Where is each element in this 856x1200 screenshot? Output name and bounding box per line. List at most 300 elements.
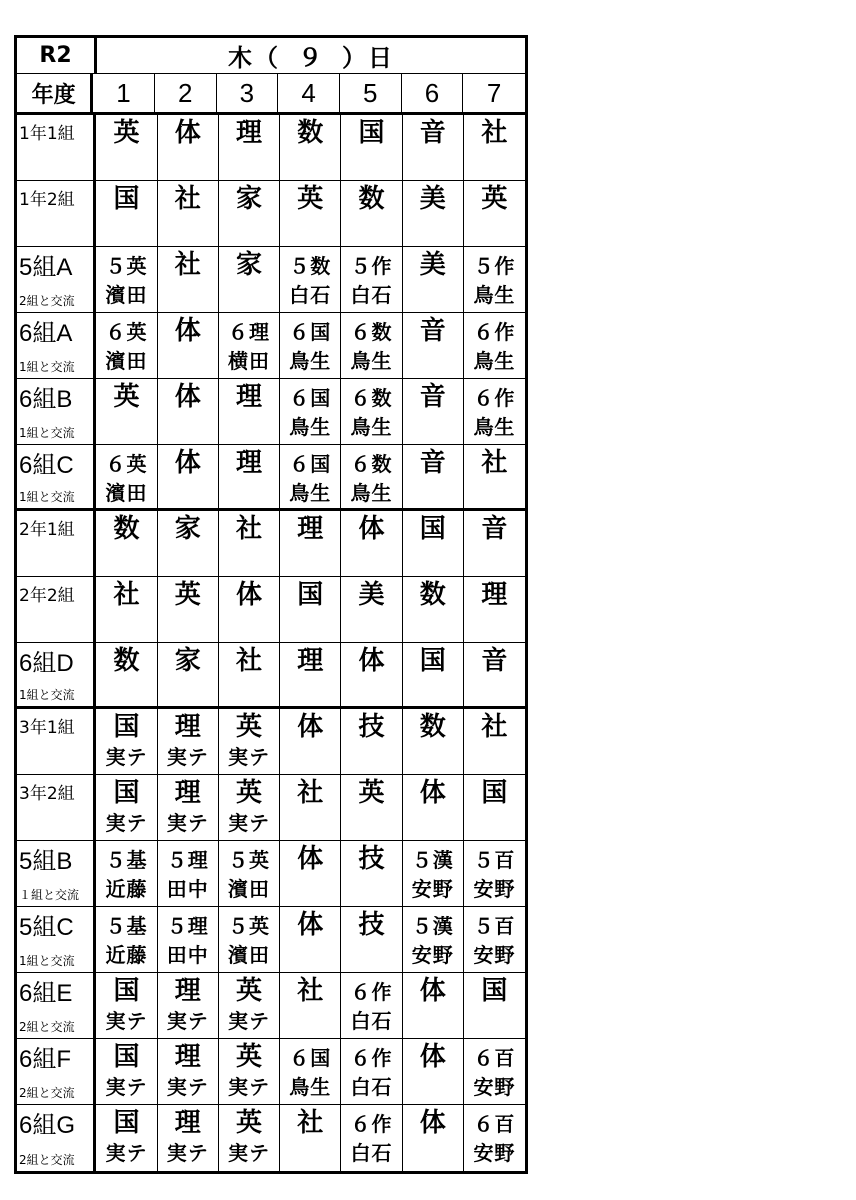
lesson-cell bbox=[158, 841, 219, 906]
lesson-cell bbox=[280, 709, 341, 774]
date-day: 木 bbox=[228, 44, 254, 72]
lesson-cell bbox=[219, 841, 280, 906]
class-cell bbox=[17, 379, 96, 444]
lesson-cell bbox=[341, 709, 402, 774]
class-cell bbox=[17, 1105, 96, 1171]
subject-label: ６百 bbox=[473, 1046, 516, 1070]
class-cell bbox=[17, 775, 96, 840]
subject-label: ６国 bbox=[289, 320, 332, 344]
lesson-cell bbox=[403, 379, 464, 444]
subject-label: ５漢 bbox=[411, 848, 454, 872]
lesson-cell bbox=[219, 445, 280, 508]
subject-label: 理 bbox=[236, 118, 263, 148]
subject-label: 国 bbox=[113, 1108, 140, 1138]
lesson-cell bbox=[96, 775, 157, 840]
subject-label: 体 bbox=[358, 514, 385, 544]
class-cell bbox=[17, 907, 96, 972]
lesson-cell bbox=[158, 1105, 219, 1171]
lesson-cell bbox=[280, 511, 341, 576]
class-name: 1年1組 bbox=[19, 124, 75, 144]
class-name: 5組C bbox=[19, 914, 74, 941]
subject-label: 音 bbox=[481, 646, 508, 676]
table-row bbox=[17, 1105, 525, 1171]
subject-label: 家 bbox=[174, 646, 201, 676]
teacher-label: 田中 bbox=[166, 943, 209, 967]
table-row bbox=[17, 709, 525, 775]
subject-label: 数 bbox=[113, 514, 140, 544]
lesson-cell bbox=[403, 973, 464, 1038]
subject-label: 理 bbox=[236, 382, 263, 412]
teacher-label: 実テ bbox=[105, 1141, 148, 1165]
teacher-label: 実テ bbox=[105, 1009, 148, 1033]
subject-label: 数 bbox=[419, 712, 446, 742]
subject-label: 国 bbox=[113, 712, 140, 742]
lesson-cell bbox=[158, 907, 219, 972]
subject-label: 社 bbox=[297, 778, 324, 808]
lesson-cell bbox=[158, 775, 219, 840]
subject-label: 体 bbox=[174, 316, 201, 346]
subject-label: ６国 bbox=[289, 452, 332, 476]
lesson-cell bbox=[464, 907, 525, 972]
lesson-cell bbox=[96, 841, 157, 906]
subject-label: 社 bbox=[174, 250, 201, 280]
subject-label: 社 bbox=[481, 712, 508, 742]
header-row-periods bbox=[17, 74, 525, 115]
subject-label: 英 bbox=[236, 1042, 263, 1072]
subject-label: 技 bbox=[358, 844, 385, 874]
teacher-label: 実テ bbox=[105, 811, 148, 835]
subject-label: 理 bbox=[174, 712, 201, 742]
lesson-cell bbox=[464, 709, 525, 774]
period-header: 1 bbox=[93, 74, 155, 112]
subject-label: 英 bbox=[113, 118, 140, 148]
lesson-cell bbox=[341, 511, 402, 576]
subject-label: 国 bbox=[481, 778, 508, 808]
lesson-cell bbox=[158, 181, 219, 246]
lesson-cell bbox=[158, 709, 219, 774]
subject-label: 国 bbox=[113, 778, 140, 808]
subject-label: ６百 bbox=[473, 1112, 516, 1136]
subject-label: 英 bbox=[297, 184, 324, 214]
lesson-cell bbox=[158, 1039, 219, 1104]
lesson-cell bbox=[158, 973, 219, 1038]
date-num: ９ bbox=[298, 44, 324, 72]
teacher-label: 実テ bbox=[228, 1075, 270, 1099]
table-row bbox=[17, 379, 525, 445]
subject-label: ６作 bbox=[473, 320, 516, 344]
period-header: 7 bbox=[486, 77, 502, 108]
subject-label: ６作 bbox=[350, 1112, 393, 1136]
class-name: 6組G bbox=[19, 1112, 76, 1139]
lesson-cell bbox=[403, 181, 464, 246]
subject-label: ６理 bbox=[228, 320, 270, 344]
lesson-cell bbox=[96, 643, 157, 706]
subject-label: ６国 bbox=[289, 1046, 332, 1070]
lesson-cell bbox=[219, 907, 280, 972]
subject-label: 理 bbox=[297, 514, 324, 544]
subject-label: 体 bbox=[419, 976, 446, 1006]
subject-label: 体 bbox=[419, 1042, 446, 1072]
lesson-cell bbox=[464, 511, 525, 576]
lesson-cell bbox=[96, 907, 157, 972]
subject-label: ６英 bbox=[105, 452, 148, 476]
lesson-cell bbox=[280, 445, 341, 508]
teacher-label: 白石 bbox=[289, 283, 332, 307]
subject-label: ５漢 bbox=[411, 914, 454, 938]
table-row bbox=[17, 907, 525, 973]
subject-label: ６数 bbox=[350, 452, 393, 476]
teacher-label: 安野 bbox=[473, 1141, 516, 1165]
lesson-cell bbox=[464, 643, 525, 706]
class-cell bbox=[17, 247, 96, 312]
period-header: 5 bbox=[340, 74, 402, 112]
class-note: 2組と交流 bbox=[19, 1086, 75, 1100]
subject-label: 音 bbox=[419, 448, 446, 478]
subject-label: 家 bbox=[236, 184, 263, 214]
teacher-label: 鳥生 bbox=[350, 481, 393, 505]
subject-label: 理 bbox=[174, 1108, 201, 1138]
lesson-cell bbox=[403, 775, 464, 840]
lesson-cell bbox=[341, 841, 402, 906]
class-note: 1組と交流 bbox=[19, 954, 75, 968]
subject-label: ５基 bbox=[105, 848, 148, 872]
lesson-cell bbox=[403, 577, 464, 642]
lesson-cell bbox=[341, 577, 402, 642]
subject-label: 英 bbox=[174, 580, 201, 610]
subject-label: 数 bbox=[358, 184, 385, 214]
lesson-cell bbox=[219, 643, 280, 706]
teacher-label: 濱田 bbox=[105, 283, 148, 307]
teacher-label: 白石 bbox=[350, 1009, 393, 1033]
lesson-cell bbox=[341, 1039, 402, 1104]
teacher-label: 安野 bbox=[411, 877, 454, 901]
class-name: 6組D bbox=[19, 650, 74, 677]
lesson-cell bbox=[158, 445, 219, 508]
teacher-label: 実テ bbox=[166, 811, 209, 835]
subject-label: 体 bbox=[297, 910, 324, 940]
subject-label: 音 bbox=[481, 514, 508, 544]
lesson-cell bbox=[96, 115, 157, 180]
lesson-cell bbox=[96, 709, 157, 774]
subject-label: 体 bbox=[419, 778, 446, 808]
table-row bbox=[17, 247, 525, 313]
class-cell bbox=[17, 709, 96, 774]
subject-label: ５作 bbox=[473, 254, 516, 278]
teacher-label: 実テ bbox=[166, 1075, 209, 1099]
table-row bbox=[17, 313, 525, 379]
header-row-date bbox=[17, 38, 525, 74]
lesson-cell bbox=[158, 379, 219, 444]
subject-label: 英 bbox=[236, 778, 263, 808]
lesson-cell bbox=[280, 907, 341, 972]
lesson-cell bbox=[96, 379, 157, 444]
lesson-cell bbox=[280, 775, 341, 840]
lesson-cell bbox=[96, 577, 157, 642]
subject-label: 国 bbox=[419, 514, 446, 544]
subject-label: 音 bbox=[419, 382, 446, 412]
subject-label: ６作 bbox=[473, 386, 516, 410]
subject-label: 英 bbox=[113, 382, 140, 412]
class-cell bbox=[17, 643, 96, 706]
lesson-cell bbox=[96, 181, 157, 246]
teacher-label: 実テ bbox=[166, 1141, 209, 1165]
lesson-cell bbox=[158, 313, 219, 378]
table-row bbox=[17, 115, 525, 181]
teacher-label: 実テ bbox=[228, 745, 270, 769]
subject-label: 国 bbox=[419, 646, 446, 676]
class-note: 1組と交流 bbox=[19, 490, 75, 504]
corner-nendo: 年度 bbox=[17, 74, 93, 112]
teacher-label: 実テ bbox=[166, 745, 209, 769]
teacher-label: 鳥生 bbox=[289, 1075, 332, 1099]
lesson-cell bbox=[96, 313, 157, 378]
teacher-label: 鳥生 bbox=[473, 415, 516, 439]
lesson-cell bbox=[219, 1105, 280, 1171]
lesson-cell bbox=[219, 115, 280, 180]
period-header: 4 bbox=[278, 74, 340, 112]
subject-label: 国 bbox=[113, 1042, 140, 1072]
class-note: 1組と交流 bbox=[19, 426, 75, 440]
lesson-cell bbox=[280, 841, 341, 906]
lesson-cell bbox=[341, 313, 402, 378]
subject-label: 社 bbox=[481, 118, 508, 148]
teacher-label: 鳥生 bbox=[350, 349, 393, 373]
subject-label: ６作 bbox=[350, 1046, 393, 1070]
lesson-cell bbox=[219, 577, 280, 642]
subject-label: 体 bbox=[174, 118, 201, 148]
period-header: 3 bbox=[217, 74, 279, 112]
subject-label: 社 bbox=[481, 448, 508, 478]
subject-label: 体 bbox=[297, 712, 324, 742]
subject-label: ５作 bbox=[350, 254, 393, 278]
date-title bbox=[97, 38, 525, 73]
lesson-cell bbox=[280, 313, 341, 378]
subject-label: ５理 bbox=[166, 848, 209, 872]
subject-label: 数 bbox=[113, 646, 140, 676]
subject-label: 体 bbox=[358, 646, 385, 676]
subject-label: 国 bbox=[481, 976, 508, 1006]
subject-label: 英 bbox=[358, 778, 385, 808]
teacher-label: 実テ bbox=[166, 1009, 209, 1033]
class-name: 3年1組 bbox=[19, 718, 75, 738]
subject-label: 英 bbox=[481, 184, 508, 214]
teacher-label: 実テ bbox=[228, 1141, 270, 1165]
lesson-cell bbox=[341, 643, 402, 706]
class-name: 2年2組 bbox=[19, 586, 75, 606]
class-cell bbox=[17, 577, 96, 642]
lesson-cell bbox=[403, 841, 464, 906]
class-note: 1組と交流 bbox=[19, 688, 75, 702]
class-name: 5組A bbox=[19, 254, 73, 281]
subject-label: 英 bbox=[236, 1108, 263, 1138]
lesson-cell bbox=[280, 115, 341, 180]
class-name: 6組F bbox=[19, 1046, 72, 1073]
subject-label: 英 bbox=[236, 712, 263, 742]
class-cell bbox=[17, 1039, 96, 1104]
lesson-cell bbox=[464, 775, 525, 840]
subject-label: ６国 bbox=[289, 386, 332, 410]
lesson-cell bbox=[219, 973, 280, 1038]
lesson-cell bbox=[158, 577, 219, 642]
subject-label: 体 bbox=[419, 1108, 446, 1138]
subject-label: ５英 bbox=[228, 914, 270, 938]
lesson-cell bbox=[96, 973, 157, 1038]
teacher-label: 鳥生 bbox=[473, 283, 516, 307]
teacher-label: 濱田 bbox=[228, 943, 270, 967]
lesson-cell bbox=[96, 247, 157, 312]
lesson-cell bbox=[403, 445, 464, 508]
subject-label: 音 bbox=[419, 316, 446, 346]
subject-label: 家 bbox=[174, 514, 201, 544]
lesson-cell bbox=[341, 973, 402, 1038]
subject-label: 体 bbox=[236, 580, 263, 610]
lesson-cell bbox=[280, 181, 341, 246]
lesson-cell bbox=[219, 379, 280, 444]
subject-label: 理 bbox=[481, 580, 508, 610]
lesson-cell bbox=[219, 511, 280, 576]
teacher-label: 近藤 bbox=[105, 943, 148, 967]
lesson-cell bbox=[403, 907, 464, 972]
lesson-cell bbox=[341, 247, 402, 312]
class-name: 6組C bbox=[19, 452, 74, 479]
teacher-label: 実テ bbox=[105, 1075, 148, 1099]
lesson-cell bbox=[158, 247, 219, 312]
teacher-label: 白石 bbox=[350, 283, 393, 307]
subject-label: 理 bbox=[174, 778, 201, 808]
lesson-cell bbox=[280, 247, 341, 312]
subject-label: 美 bbox=[358, 580, 385, 610]
lesson-cell bbox=[341, 379, 402, 444]
teacher-label: 実テ bbox=[105, 745, 148, 769]
lesson-cell bbox=[280, 1039, 341, 1104]
lesson-cell bbox=[403, 643, 464, 706]
table-row bbox=[17, 1039, 525, 1105]
teacher-label: 横田 bbox=[228, 349, 270, 373]
date-close: ） bbox=[342, 44, 368, 72]
subject-label: 国 bbox=[113, 976, 140, 1006]
subject-label: 社 bbox=[113, 580, 140, 610]
class-note: 2組と交流 bbox=[19, 1020, 75, 1034]
subject-label: ６英 bbox=[105, 320, 148, 344]
lesson-cell bbox=[464, 115, 525, 180]
lesson-cell bbox=[341, 181, 402, 246]
table-row bbox=[17, 511, 525, 577]
subject-label: 体 bbox=[174, 382, 201, 412]
table-row bbox=[17, 841, 525, 907]
subject-label: ６数 bbox=[350, 320, 393, 344]
teacher-label: 近藤 bbox=[105, 877, 148, 901]
lesson-cell bbox=[403, 709, 464, 774]
lesson-cell bbox=[280, 1105, 341, 1171]
lesson-cell bbox=[219, 313, 280, 378]
lesson-cell bbox=[403, 313, 464, 378]
class-note: 2組と交流 bbox=[19, 294, 75, 308]
teacher-label: 実テ bbox=[228, 811, 270, 835]
subject-label: ６作 bbox=[350, 980, 393, 1004]
subject-label: 体 bbox=[174, 448, 201, 478]
subject-label: ５基 bbox=[105, 914, 148, 938]
class-name: 3年2組 bbox=[19, 784, 75, 804]
lesson-cell bbox=[464, 973, 525, 1038]
lesson-cell bbox=[464, 1105, 525, 1171]
subject-label: 理 bbox=[236, 448, 263, 478]
corner-year: R2 bbox=[17, 38, 97, 73]
subject-label: ５数 bbox=[289, 254, 332, 278]
subject-label: ５百 bbox=[473, 848, 516, 872]
lesson-cell bbox=[158, 643, 219, 706]
teacher-label: 濱田 bbox=[228, 877, 270, 901]
lesson-cell bbox=[464, 181, 525, 246]
class-name: 6組E bbox=[19, 980, 73, 1007]
table-row bbox=[17, 181, 525, 247]
teacher-label: 鳥生 bbox=[289, 415, 332, 439]
subject-label: 社 bbox=[297, 976, 324, 1006]
lesson-cell bbox=[341, 115, 402, 180]
subject-label: 技 bbox=[358, 712, 385, 742]
class-note: 2組と交流 bbox=[19, 1153, 75, 1167]
teacher-label: 濱田 bbox=[105, 349, 148, 373]
subject-label: 数 bbox=[419, 580, 446, 610]
subject-label: 美 bbox=[419, 250, 446, 280]
teacher-label: 白石 bbox=[350, 1075, 393, 1099]
subject-label: 体 bbox=[297, 844, 324, 874]
class-cell bbox=[17, 445, 96, 508]
table-row bbox=[17, 445, 525, 511]
subject-label: 音 bbox=[419, 118, 446, 148]
subject-label: 美 bbox=[419, 184, 446, 214]
class-name: 5組B bbox=[19, 848, 73, 875]
subject-label: ５英 bbox=[105, 254, 148, 278]
class-cell bbox=[17, 511, 96, 576]
lesson-cell bbox=[341, 445, 402, 508]
lesson-cell bbox=[403, 1105, 464, 1171]
lesson-cell bbox=[280, 643, 341, 706]
teacher-label: 安野 bbox=[411, 943, 454, 967]
class-name: 6組B bbox=[19, 386, 73, 413]
subject-label: 社 bbox=[174, 184, 201, 214]
subject-label: ６数 bbox=[350, 386, 393, 410]
lesson-cell bbox=[464, 379, 525, 444]
subject-label: ５英 bbox=[228, 848, 270, 872]
lesson-cell bbox=[403, 115, 464, 180]
subject-label: 国 bbox=[113, 184, 140, 214]
teacher-label: 安野 bbox=[473, 1075, 516, 1099]
lesson-cell bbox=[158, 511, 219, 576]
teacher-label: 鳥生 bbox=[350, 415, 393, 439]
lesson-cell bbox=[219, 1039, 280, 1104]
lesson-cell bbox=[158, 115, 219, 180]
lesson-cell bbox=[219, 775, 280, 840]
lesson-cell bbox=[464, 247, 525, 312]
class-cell bbox=[17, 313, 96, 378]
teacher-label: 安野 bbox=[473, 877, 516, 901]
class-name: 2年1組 bbox=[19, 520, 75, 540]
teacher-label: 田中 bbox=[166, 877, 209, 901]
lesson-cell bbox=[96, 511, 157, 576]
class-note: 1組と交流 bbox=[19, 360, 75, 374]
lesson-cell bbox=[96, 445, 157, 508]
lesson-cell bbox=[464, 841, 525, 906]
table-row bbox=[17, 643, 525, 709]
lesson-cell bbox=[96, 1105, 157, 1171]
lesson-cell bbox=[403, 1039, 464, 1104]
timetable-body bbox=[17, 115, 525, 1171]
teacher-label: 鳥生 bbox=[289, 349, 332, 373]
class-cell bbox=[17, 115, 96, 180]
teacher-label: 安野 bbox=[473, 943, 516, 967]
date-open: （ bbox=[254, 44, 280, 72]
lesson-cell bbox=[403, 511, 464, 576]
